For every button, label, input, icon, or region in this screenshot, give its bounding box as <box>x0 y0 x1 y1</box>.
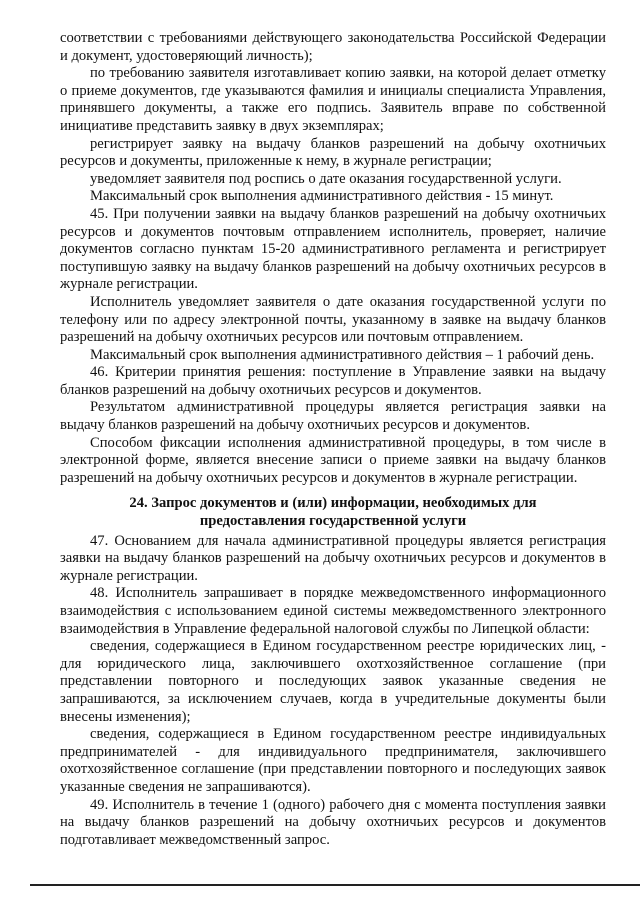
paragraph: 47. Основанием для начала административной процедуры является регистрация заявки на выдачу бланков разрешений на добычу охотничьих ресурсов и документов в журнале регистрации. <box>60 532 606 584</box>
document-page <box>60 30 606 849</box>
paragraph: Результатом административной процедуры является регистрация заявки на выдачу бланков разрешений на добычу охотничьих ресурсов и документов. <box>60 399 606 434</box>
paragraph: Максимальный срок выполнения административного действия - 15 минут. <box>90 188 554 205</box>
paragraph: Максимальный срок выполнения административного действия – 1 рабочий день. <box>90 346 595 363</box>
paragraph: соответствии с требованиями действующего законодательства Российской Федерации и документ, удостоверяющий личность); <box>60 30 606 64</box>
paragraph: 46. Критерии принятия решения: поступление в Управление заявки на выдачу бланков разрешений на добычу охотничьих ресурсов и документов. <box>60 364 606 398</box>
paragraph: Способом фиксации исполнения административной процедуры, в том числе в электронной форме, является внесение записи о приеме заявки на выдачу бланков разрешений на добычу охотничьих ресурсов и документов в журнале регистрации. <box>60 434 606 486</box>
paragraph: сведения, содержащиеся в Едином государственном реестре юридических лиц, - для юридического лица, заключившего охотхозяйственное соглашение (при представлении повторного и последующих заявок указанные сведения не запрашиваются, за исключением случаев, когда в учредительные документы были внесены изменения); <box>60 638 606 725</box>
section-heading-line: предоставления государственной услуги <box>199 513 467 530</box>
paragraph: регистрирует заявку на выдачу бланков разрешений на добычу охотничьих ресурсов и документы, приложенные к нему, в журнале регистрации; <box>60 135 606 170</box>
paragraph: 49. Исполнитель в течение 1 (одного) рабочего дня с момента поступления заявки на выдачу бланков разрешений на добычу охотничьих ресурсов и документов подготавливает межведомственный запрос. <box>60 796 606 848</box>
paragraph: по требованию заявителя изготавливает копию заявки, на которой делает отметку о приеме документов, где указываются фамилия и инициалы специалиста Управления, принявшего документы, а также его подпись. Заявитель вправе по собственной инициативе представить заявку в двух экземплярах; <box>60 65 606 134</box>
paragraph: 45. При получении заявки на выдачу бланков разрешений на добычу охотничьих ресурсов и документов почтовым отправлением исполнитель, проверяет, наличие документов согласно пунктам 15-20 административного регламента и регистрирует поступившую заявку на выдачу бланков разрешений на добычу охотничьих ресурсов в журнале регистрации. <box>60 205 606 293</box>
bottom-rule <box>30 884 640 886</box>
section-heading <box>60 495 606 530</box>
paragraph: 48. Исполнитель запрашивает в порядке межведомственного информационного взаимодействия с использованием единой системы межведомственного электронного взаимодействия в Управление федеральной налоговой службы по Липецкой области: <box>60 585 606 637</box>
paragraph: уведомляет заявителя под роспись о дате оказания государственной услуги. <box>90 170 562 187</box>
paragraph: Исполнитель уведомляет заявителя о дате оказания государственной услуги по телефону или по адресу электронной почты, указанному в заявке на выдачу бланков разрешений на добычу охотничьих ресурсов или почтовым отправлением. <box>60 293 606 346</box>
section-heading-line: 24. Запрос документов и (или) информации, необходимых для <box>129 495 537 512</box>
paragraph: сведения, содержащиеся в Едином государственном реестре индивидуальных предпринимателей - для индивидуального предпринимателя, заключившего охотхозяйственное соглашение (при представлении повторного и последующих заявок указанные сведения не запрашиваются). <box>60 726 606 795</box>
